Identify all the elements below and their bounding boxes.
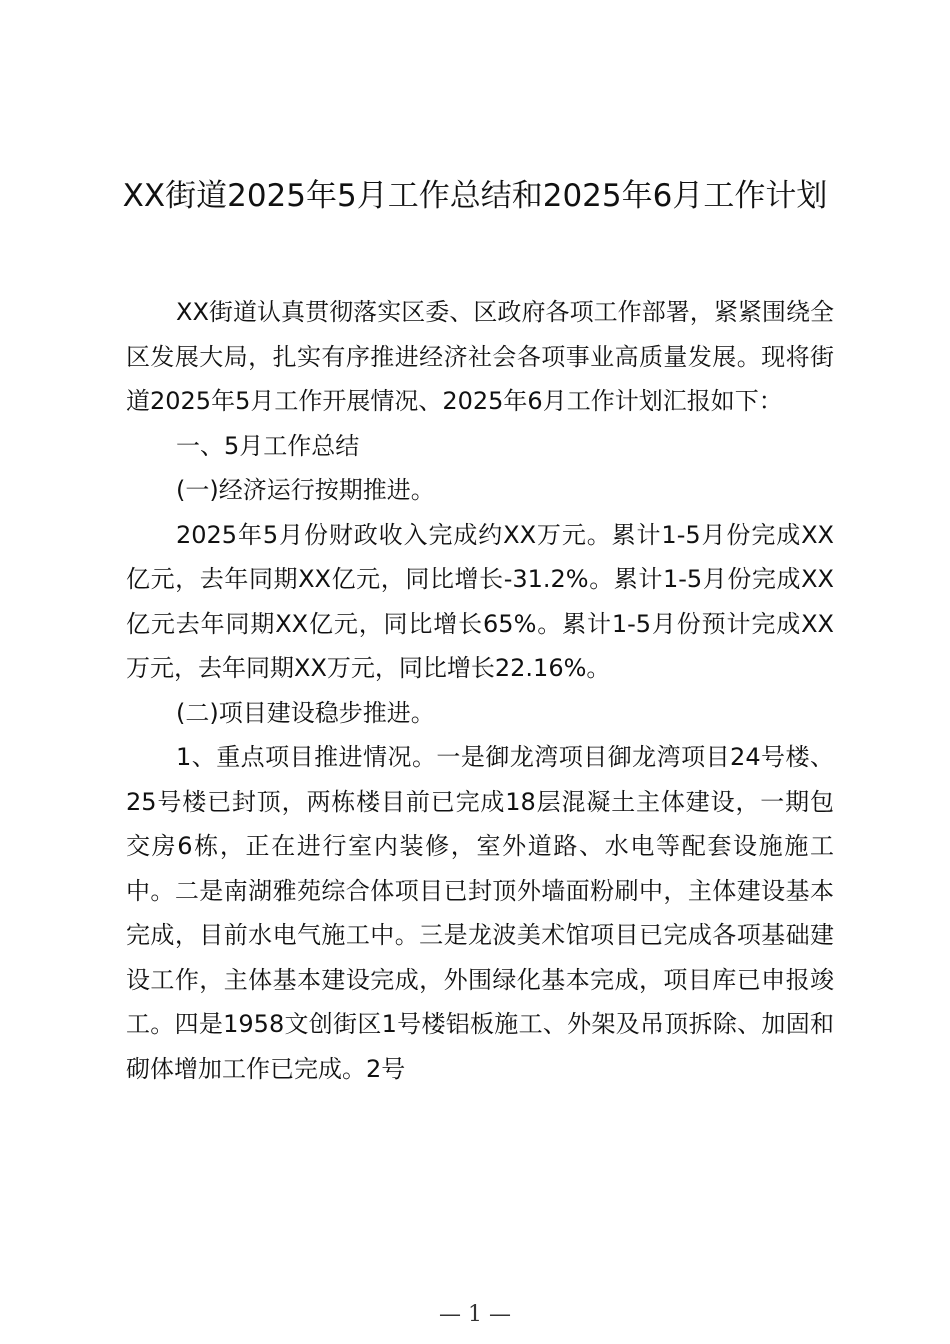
- intro-paragraph: XX街道认真贯彻落实区委、区政府各项工作部署，紧紧围绕全区发展大局，扎实有序推进经济社会各项事业高质量发展。现将街道2025年5月工作开展情况、2025年6月工作计划汇报如下：: [126, 298, 834, 415]
- page-number: — 1 —: [439, 1302, 511, 1327]
- projects-paragraph: 1、重点项目推进情况。一是御龙湾项目御龙湾项目24号楼、25号楼已封顶，两栋楼目前已完成18层混凝土主体建设，一期包交房6栋，正在进行室内装修，室外道路、水电等配套设施施工中。二是南湖雅苑综合体项目已封顶外墙面粉刷中，主体建设基本完成，目前水电气施工中。三是龙波美术馆项目已完成各项基础建设工作，主体基本建设完成，外围绿化基本完成，项目库已申报竣工。四是1958文创街区1号楼铝板施工、外架及吊顶拆除、加固和砌体增加工作已完成。2号: [126, 743, 834, 1083]
- subsection-heading-economy: (一)经济运行按期推进。: [176, 476, 435, 504]
- subsection-heading-projects: (二)项目建设稳步推进。: [176, 698, 435, 727]
- section-heading-summary: 一、5月工作总结: [176, 431, 360, 460]
- document-title: XX街道2025年5月工作总结和2025年6月工作计划: [122, 178, 828, 214]
- economy-paragraph: 2025年5月份财政收入完成约XX万元。累计1-5月份完成XX亿元，去年同期XX亿元，同比增长-31.2%。累计1-5月份完成XX亿元去年同期XX亿元，同比增长65%。累计1-5月份预计完成XX万元，去年同期XX万元，同比增长22.16%。: [126, 520, 834, 682]
- document-body: [126, 290, 834, 1091]
